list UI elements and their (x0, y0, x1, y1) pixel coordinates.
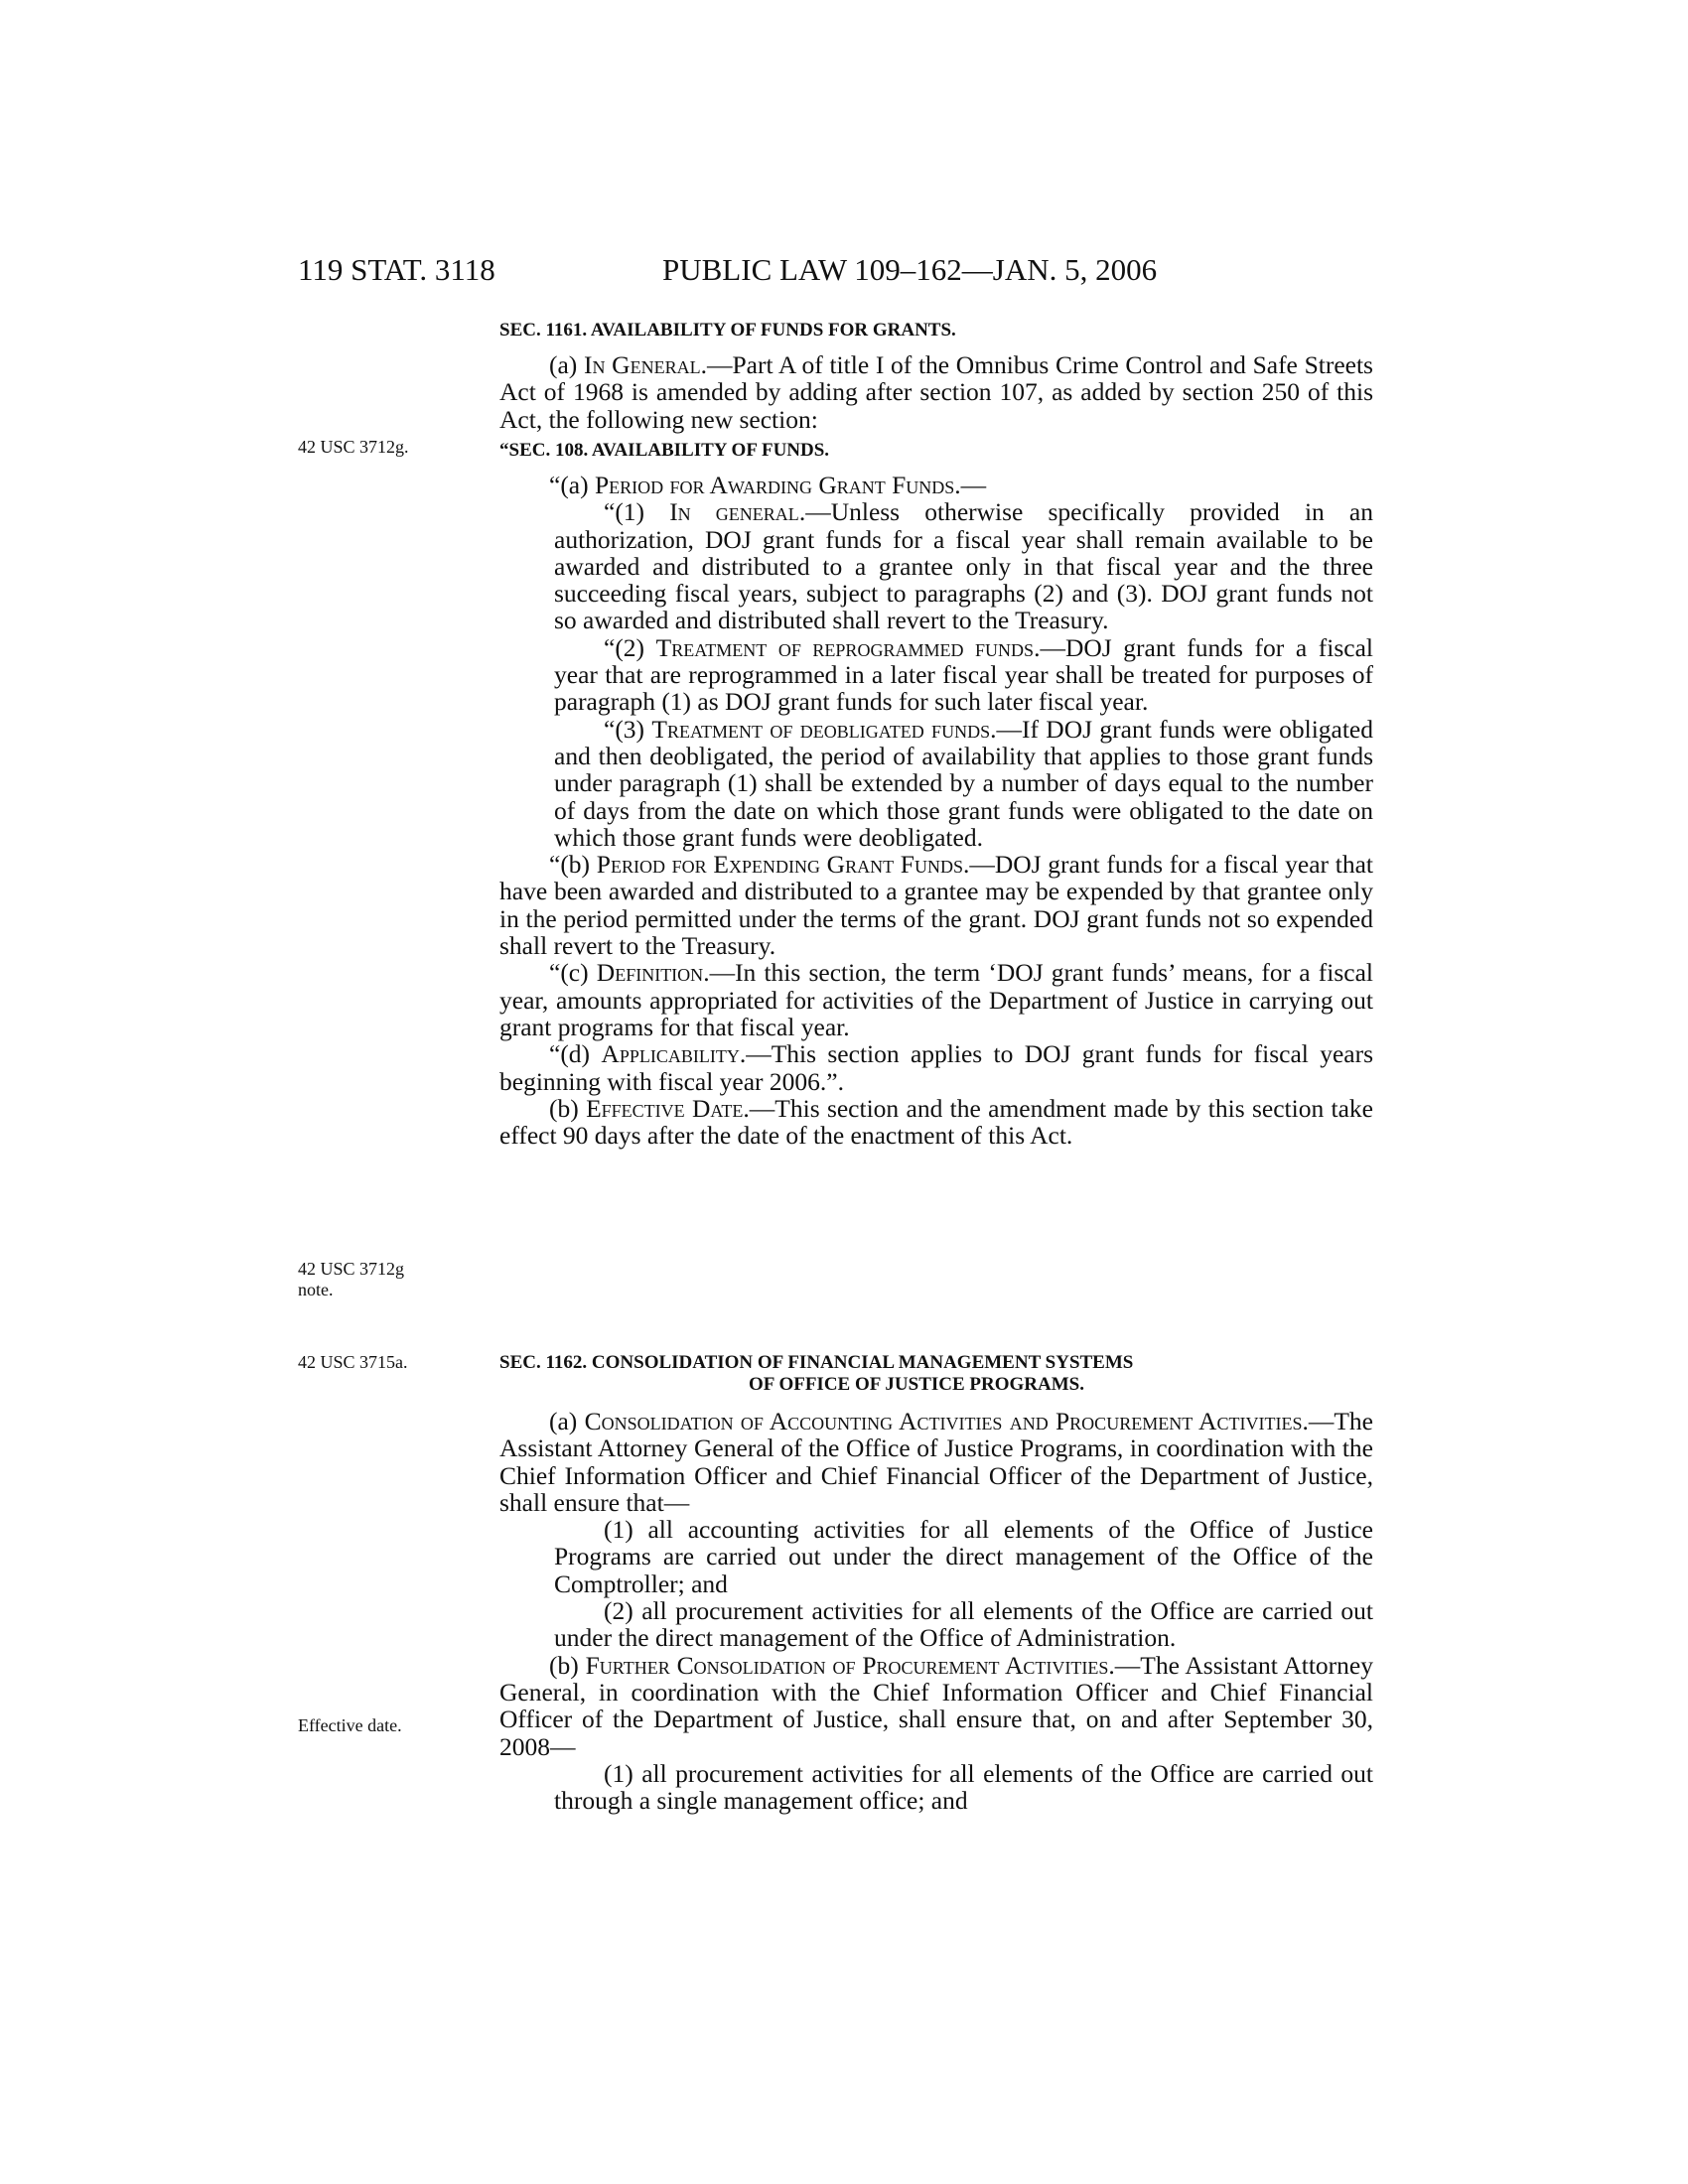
para-caption: Treatment of deobligated funds (651, 714, 991, 744)
para-text: .—In this section, the term ‘DOJ grant funds’ means, for a fiscal year, amounts appropriated for activities of the Department of Justice in carrying out grant programs for that fiscal year. (499, 958, 1373, 1041)
para-lead: “(d) (549, 1039, 602, 1069)
para-text: .—The Assistant Attorney General of the Office of Justice Programs, in coordination with the Chief Information Officer and Chief Financial Officer of the Department of Justice, shall ensure that— (499, 1407, 1373, 1517)
section-108-body (499, 472, 1373, 1149)
para-lead: (b) (549, 1093, 587, 1123)
para-caption: Further Consolidation of Procurement Activities (585, 1650, 1109, 1680)
para-text: .—This section and the amendment made by this section take effect 90 days after the date of the enactment of this Act. (499, 1093, 1374, 1151)
para-lead: (a) (549, 1407, 585, 1435)
section-1162-a (499, 1408, 1373, 1516)
para-caption: Applicability (601, 1039, 740, 1069)
para-caption: Treatment of reprogrammed funds (655, 632, 1035, 662)
section-1161-heading: SEC. 1161. AVAILABILITY OF FUNDS FOR GRANTS. (499, 320, 956, 341)
margin-note-effective-date: Effective date. (298, 1715, 402, 1735)
section-108-c (499, 959, 1373, 1040)
section-1162-heading (499, 1352, 1373, 1396)
margin-note-usc-3715a: 42 USC 3715a. (298, 1352, 408, 1372)
para-lead: (b) (549, 1650, 586, 1680)
section-1161-a (499, 351, 1373, 433)
section-1162-b (499, 1652, 1373, 1760)
running-header: PUBLIC LAW 109–162—JAN. 5, 2006 (662, 252, 1158, 287)
para-caption: Consolidation of Accounting Activities and Procurement Activities (584, 1407, 1303, 1435)
para-caption: Period for Expending Grant Funds (596, 850, 963, 880)
para-lead: “(a) (549, 471, 595, 499)
para-text: .—Part A of title I of the Omnibus Crime Control and Safe Streets Act of 1968 is amended by adding after section 107, as added by section 250 of this Act, the following new section: (499, 350, 1373, 434)
para-caption: Definition (596, 958, 704, 988)
heading-line: OF OFFICE OF JUSTICE PROGRAMS. (749, 1374, 1084, 1395)
section-1162-body (499, 1408, 1373, 1814)
margin-note-usc-3712g: 42 USC 3712g. (298, 437, 409, 457)
para-lead: (a) (549, 350, 584, 379)
para-lead: “(c) (549, 958, 597, 988)
para-caption: In General (584, 350, 701, 379)
section-1162-a-1: (1) all accounting activities for all elements of the Office of Justice Programs are carried out under the direct management of the Office of the Comptroller; and (554, 1515, 1373, 1598)
para-lead: “(3) (604, 714, 652, 744)
stat-page-reference: 119 STAT. 3118 (298, 252, 495, 287)
section-1162-a-2: (2) all procurement activities for all elements of the Office are carried out under the direct management of the Office of Administration. (554, 1596, 1373, 1653)
section-108-b (499, 851, 1373, 959)
para-text: .— (954, 471, 987, 499)
section-108-a-3 (499, 716, 1373, 851)
section-1161-b (499, 1095, 1373, 1150)
para-text: .—Unless otherwise specifically provided in an authorization, DOJ grant funds for a fiscal year shall remain available to be awarded and distributed to a grantee only in that fiscal year and the three succeeding fiscal years, subject to paragraphs (2) and (3). DOJ grant funds not so awarded and distributed shall revert to the Treasury. (554, 497, 1373, 635)
para-text: .—If DOJ grant funds were obligated and then deobligated, the period of availability that applies to those grant funds under paragraph (1) shall be extended by a number of days equal to the number of days from the date on which those grant funds were obligated to the date on which those grant funds were deobligated. (554, 714, 1373, 852)
heading-line: SEC. 1162. CONSOLIDATION OF FINANCIAL MANAGEMENT SYSTEMS (499, 1352, 1134, 1373)
margin-note-line: note. (298, 1280, 334, 1299)
section-108-heading: “SEC. 108. AVAILABILITY OF FUNDS. (499, 440, 830, 461)
margin-note-line: 42 USC 3712g (298, 1259, 405, 1279)
para-text: .—This section applies to DOJ grant funds for fiscal years beginning with fiscal year 2006.”. (499, 1039, 1373, 1096)
para-caption: In general (669, 497, 799, 527)
para-lead: “(2) (604, 632, 656, 662)
section-108-a-1 (499, 498, 1373, 633)
para-caption: Period for Awarding Grant Funds (595, 471, 955, 499)
para-caption: Effective Date (586, 1093, 744, 1123)
section-108-a (499, 472, 1373, 498)
section-108-d (499, 1040, 1373, 1095)
para-text: .—DOJ grant funds for a fiscal year that have been awarded and distributed to a grantee may be expended by that grantee only in the period permitted under the terms of the grant. DOJ grant funds not so expended shall revert to the Treasury. (499, 850, 1373, 961)
para-lead: “(b) (549, 850, 597, 880)
section-108-a-2 (499, 634, 1373, 716)
para-lead: “(1) (604, 497, 670, 527)
para-text: .—The Assistant Attorney General, in coordination with the Chief Information Officer and Chief Financial Officer of the Department of Justice, shall ensure that, on and after September 30, 2008— (499, 1650, 1373, 1761)
margin-note-usc-3712g-note (298, 1259, 482, 1300)
section-1162-b-1: (1) all procurement activities for all elements of the Office are carried out through a single management office; and (554, 1758, 1373, 1816)
para-text: .—DOJ grant funds for a fiscal year that are reprogrammed in a later fiscal year shall be treated for purposes of paragraph (1) as DOJ grant funds for such later fiscal year. (554, 632, 1373, 717)
